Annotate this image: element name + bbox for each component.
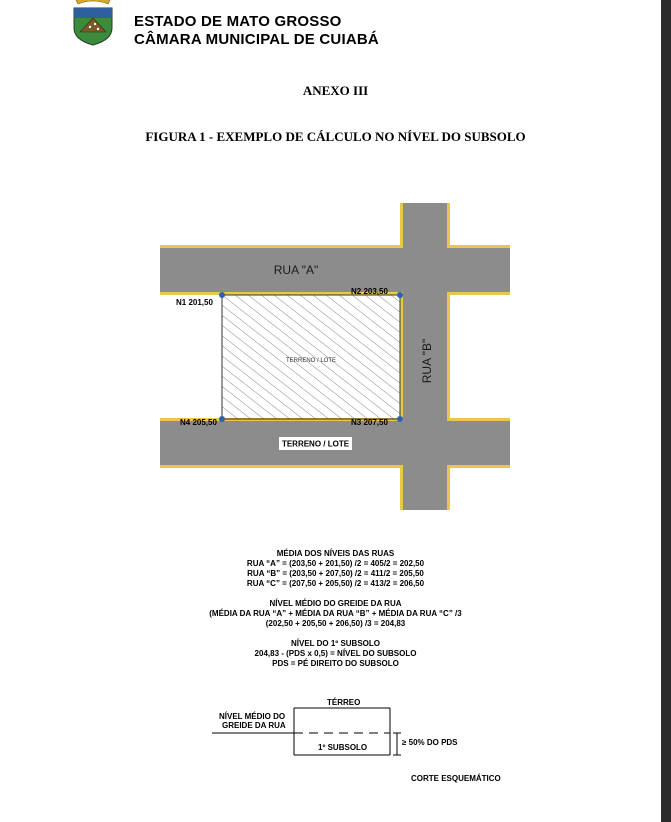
annex-title: ANEXO III [302,83,369,98]
subsolo-formula: 204,83 - (PDS x 0,5) = NÍVEL DO SUBSOLO [254,649,417,658]
avg-rua-b: RUA “B” = (203,50 + 207,50) /2 = 411/2 = 205,50 [247,569,424,578]
header-state: ESTADO DE MATO GROSSO [134,13,342,30]
lot-label: TERRENO / LOTE [281,439,350,449]
subsolo-label: 1º SUBSOLO [318,743,368,752]
grade-result: (202,50 + 205,50 + 206,50) /3 = 204,83 [265,619,406,628]
pds-definition: PDS = PÉ DIREITO DO SUBSOLO [272,659,399,668]
n4-label: N4 205,50 [180,418,217,427]
avg-rua-a: RUA “A” = (203,50 + 201,50) /2 = 405/2 = 202,50 [246,559,425,568]
avg-title: MÉDIA DOS NÍVEIS DAS RUAS [276,549,395,558]
section-caption: CORTE ESQUEMÁTICO [411,774,501,783]
grade-label-line1: NÍVEL MÉDIO DO [219,712,286,721]
lot-center-label: TERRENO / LOTE [285,358,337,364]
subsolo-title: NÍVEL DO 1º SUBSOLO [290,639,380,648]
n2-label: N2 203,50 [351,287,388,296]
street-a-label: RUA "A" [273,263,319,277]
pds-percent-label: ≥ 50% DO PDS [402,738,458,747]
terreo-label: TÉRREO [327,698,361,707]
avg-rua-c: RUA “C” = (207,50 + 205,50) /2 = 413/2 = 206,50 [246,579,425,588]
grade-formula: (MÉDIA DA RUA “A” + MÉDIA DA RUA “B” + MÉDIA DA RUA “C” /3 [209,609,462,618]
grade-title: NÍVEL MÉDIO DO GREIDE DA RUA [269,599,402,608]
n1-label: N1 201,50 [176,298,213,307]
grade-label-line2: GREIDE DA RUA [222,721,286,730]
figure-title: FIGURA 1 - EXEMPLO DE CÁLCULO NO NÍVEL DO SUBSOLO [145,129,526,144]
street-b-label: RUA "B" [420,338,434,384]
n3-label: N3 207,50 [351,418,388,427]
header-chamber: CÂMARA MUNICIPAL DE CUIABÁ [134,31,379,48]
